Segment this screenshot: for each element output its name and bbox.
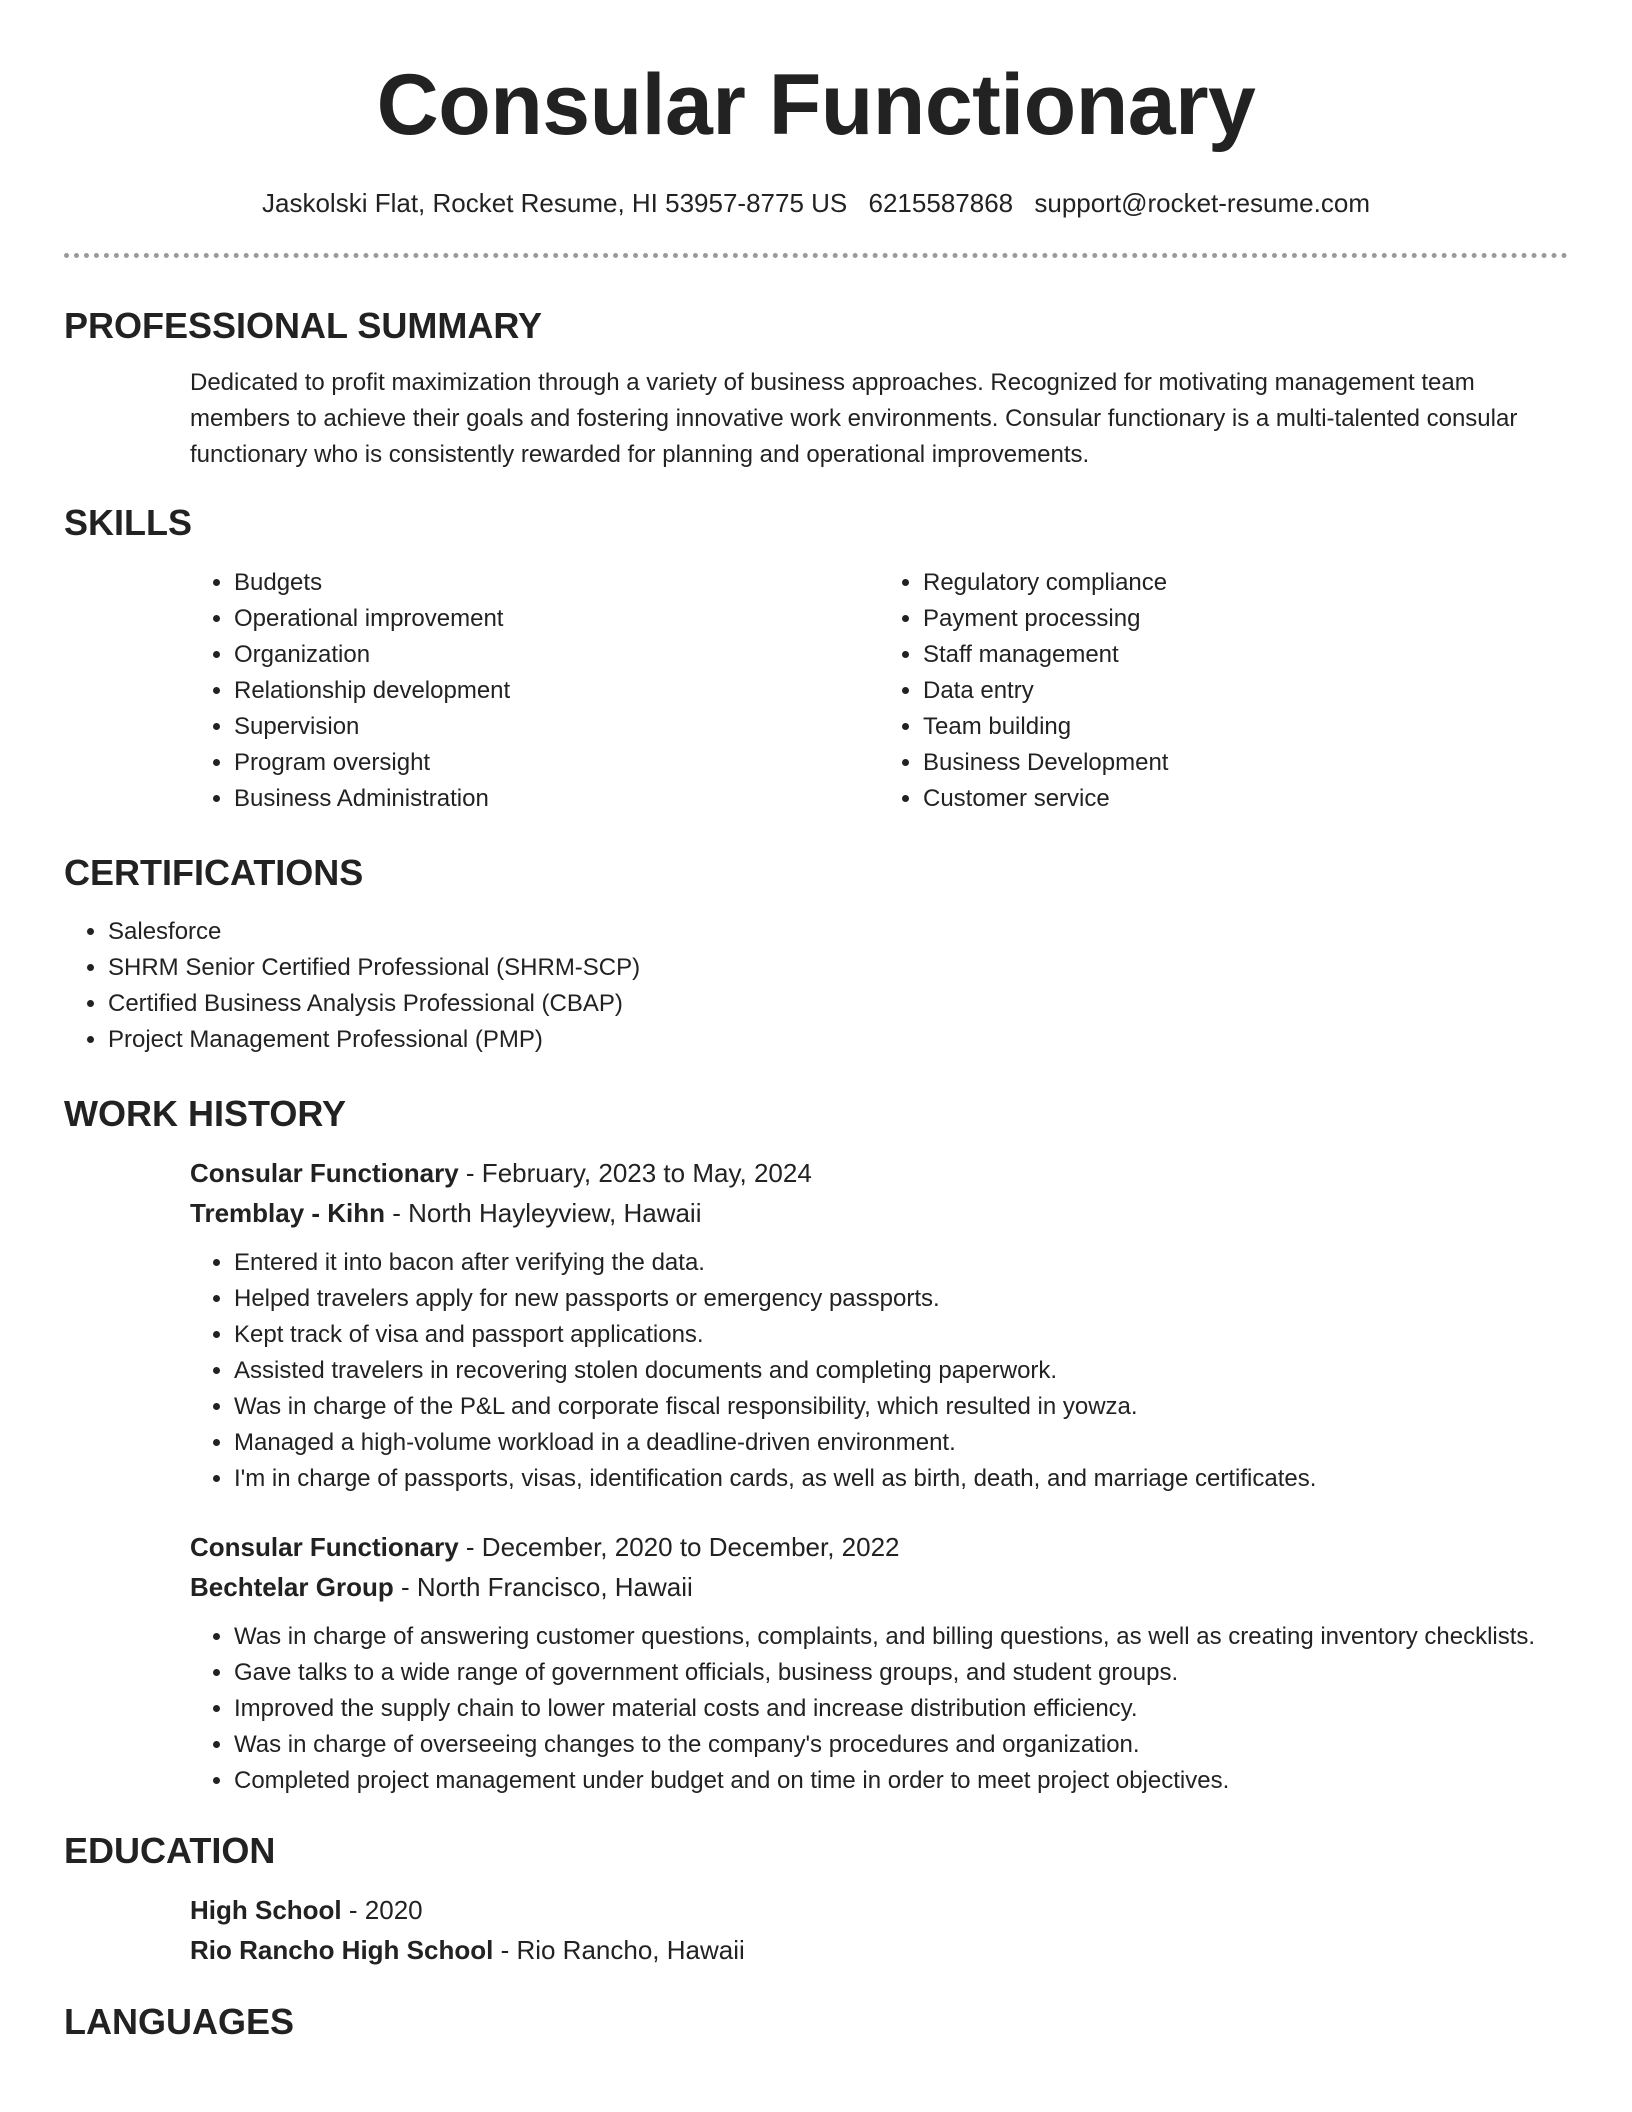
education-school: Rio Rancho High School [190, 1935, 494, 1966]
job-company-line [190, 1567, 1568, 1607]
list-item: • Project Management Professional (PMP) [108, 1022, 1568, 1058]
summary-text: Dedicated to profit maximization through a variety of business approaches. Recognized for motivating management team members to achieve their goals and fostering innovative work environments. Consular functionary is a multi-talented consular functionary who is consistently rewarded for planning and operational improvements. [190, 369, 1518, 469]
header-divider [64, 253, 1568, 258]
list-item: • Kept track of visa and passport applications. [234, 1317, 1568, 1353]
certifications-list [64, 914, 1568, 1058]
job-dates: - December, 2020 to December, 2022 [458, 1531, 900, 1562]
job-location: - North Francisco, Hawaii [393, 1571, 693, 1602]
list-item: • Business Development [923, 745, 1568, 781]
job-entry [190, 1153, 1568, 1497]
list-item: • I'm in charge of passports, visas, identification cards, as well as birth, death, and marriage certificates. [234, 1461, 1568, 1497]
job-entry [190, 1527, 1568, 1799]
education-degree: High School [190, 1895, 342, 1926]
list-item: • Organization [234, 637, 879, 673]
education-school-line [190, 1930, 1568, 1970]
job-company-line [190, 1193, 1568, 1233]
job-role-line [190, 1527, 1568, 1567]
summary-title: PROFESSIONAL SUMMARY [64, 305, 543, 347]
job-company: Tremblay - Kihn [190, 1197, 386, 1228]
job-dates: - February, 2023 to May, 2024 [458, 1157, 812, 1188]
list-item: • Was in charge of the P&L and corporate fiscal responsibility, which resulted in yowza. [234, 1389, 1568, 1425]
list-item: • Gave talks to a wide range of government officials, business groups, and student groups. [234, 1655, 1564, 1691]
education-section [64, 1829, 1568, 1970]
job-company: Bechtelar Group [190, 1571, 394, 1602]
job-role: Consular Functionary [190, 1157, 459, 1188]
education-entry [190, 1890, 1568, 1970]
skills-section [64, 501, 1568, 816]
languages-title: LANGUAGES [64, 2001, 295, 2043]
summary-section [64, 304, 1568, 473]
list-item: • SHRM Senior Certified Professional (SHRM-SCP) [108, 950, 1568, 986]
contact-email: support@rocket-resume.com [1034, 188, 1370, 218]
contact-line [64, 188, 1568, 219]
skills-list-right [879, 565, 1568, 817]
education-title: EDUCATION [64, 1829, 276, 1871]
contact-phone: 6215587868 [868, 188, 1014, 218]
certifications-title: CERTIFICATIONS [64, 851, 364, 893]
contact-address: Jaskolski Flat, Rocket Resume, HI 53957-8775 US [262, 188, 848, 218]
list-item: • Managed a high-volume workload in a deadline-driven environment. [234, 1425, 1568, 1461]
education-degree-line [190, 1890, 1568, 1930]
skills-title: SKILLS [64, 502, 193, 544]
list-item: • Supervision [234, 709, 879, 745]
list-item: • Regulatory compliance [923, 565, 1568, 601]
list-item: • Data entry [923, 673, 1568, 709]
list-item: • Completed project management under budget and on time in order to meet project objectives. [234, 1763, 1564, 1799]
list-item: • Was in charge of answering customer questions, complaints, and billing questions, as well as creating inventory checklists. [234, 1619, 1564, 1655]
list-item: • Program oversight [234, 745, 879, 781]
certifications-section [64, 851, 1568, 1058]
job-role: Consular Functionary [190, 1531, 459, 1562]
job-role-line [190, 1153, 1568, 1193]
skills-grid [190, 565, 1568, 817]
job-duties [190, 1619, 1564, 1799]
list-item: • Helped travelers apply for new passports or emergency passports. [234, 1281, 1568, 1317]
list-item: • Relationship development [234, 673, 879, 709]
education-year: - 2020 [341, 1895, 423, 1926]
list-item: • Certified Business Analysis Professional (CBAP) [108, 986, 1568, 1022]
candidate-name: Consular Functionary [376, 57, 1256, 153]
job-duties [190, 1245, 1568, 1497]
list-item: • Entered it into bacon after verifying the data. [234, 1245, 1568, 1281]
work-section [64, 1092, 1568, 1799]
list-item: • Staff management [923, 637, 1568, 673]
list-item: • Team building [923, 709, 1568, 745]
list-item: • Improved the supply chain to lower material costs and increase distribution efficiency. [234, 1691, 1564, 1727]
list-item: • Customer service [923, 781, 1568, 817]
languages-section [64, 2000, 1568, 2043]
list-item: • Salesforce [108, 914, 1568, 950]
list-item: • Payment processing [923, 601, 1568, 637]
education-location: - Rio Rancho, Hawaii [493, 1935, 745, 1966]
skills-list-left [190, 565, 879, 817]
list-item: • Business Administration [234, 781, 879, 817]
job-location: - North Hayleyview, Hawaii [385, 1197, 702, 1228]
list-item: • Budgets [234, 565, 879, 601]
list-item: • Was in charge of overseeing changes to the company's procedures and organization. [234, 1727, 1564, 1763]
list-item: • Operational improvement [234, 601, 879, 637]
list-item: • Assisted travelers in recovering stolen documents and completing paperwork. [234, 1353, 1568, 1389]
work-title: WORK HISTORY [64, 1092, 347, 1134]
